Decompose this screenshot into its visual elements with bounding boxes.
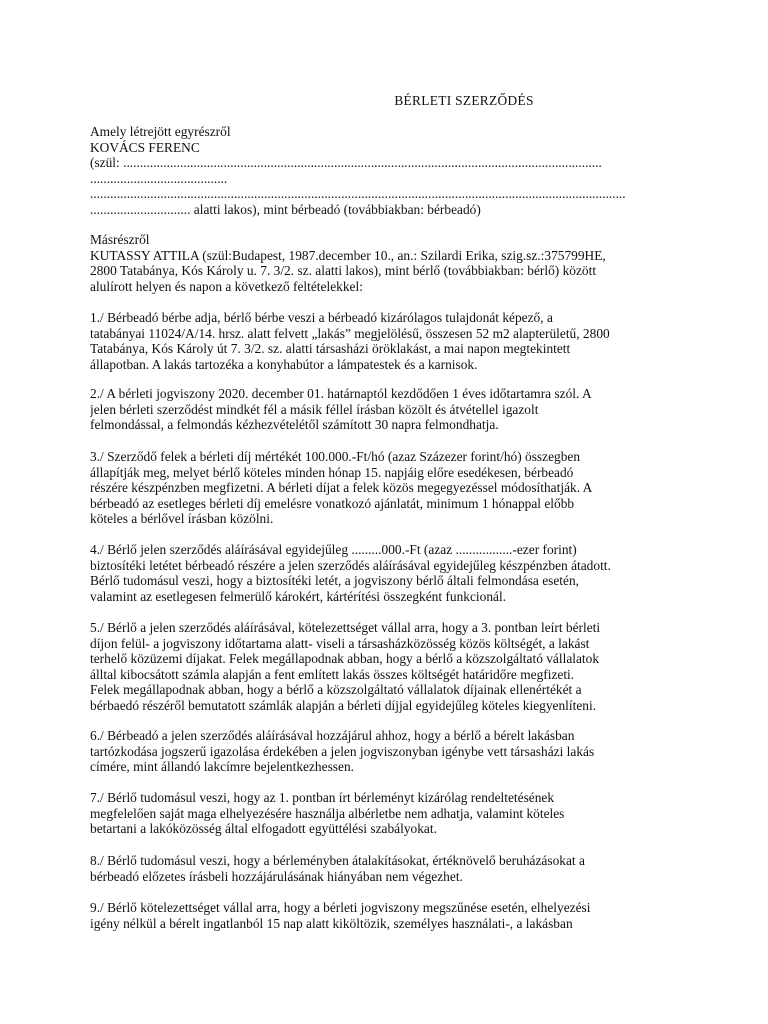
paragraph-line: jelen bérleti szerződést mindkét fél a másik féllel írásban közölt és átvétellel igazolt: [90, 401, 539, 417]
document-title: BÉRLETI SZERZŐDÉS: [394, 93, 534, 108]
paragraph-line: 7./ Bérlő tudomásul veszi, hogy az 1. pontban írt bérleményt kizárólag rendeltetésének: [90, 790, 555, 805]
intro-line: Amely létrejött egyrészről: [90, 124, 231, 139]
section-8: [90, 853, 680, 884]
paragraph-line: címére, mint állandó lakcímre bejelentkezhessen.: [90, 759, 354, 774]
paragraph-line: 4./ Bérlő jelen szerződés aláírásával egyidejűleg .........000.-Ft (azaz .................-ezer forint): [90, 542, 577, 557]
intro-line: .........................................: [90, 170, 228, 186]
paragraph-line: felmondással, a felmondás kézhezvételétől számított 30 napra felmondhatja.: [90, 417, 499, 432]
tenant-line: KUTASSY ATTILA (szül:Budapest, 1987.december 10., an.: Szilardi Erika, szig.sz.:375799HE,: [90, 247, 606, 263]
landlord-name: KOVÁCS FERENC: [90, 139, 200, 155]
paragraph-line: állapítják meg, melyet bérlő köteles minden hónap 15. napjáig előre esedékesen, bérbeadó: [90, 464, 574, 480]
intro-line: .............................. alatti lakos), mint bérbeadó (továbbiakban: bérbeadó): [90, 201, 481, 217]
section-1: [90, 310, 680, 372]
paragraph-line: 6./ Bérbeadó a jelen szerződés aláírásával hozzájárul ahhoz, hogy a bérlő a bérelt lakásban: [90, 728, 575, 743]
paragraph-line: 5./ Bérlő a jelen szerződés aláírásával, kötelezettséget vállal arra, hogy a 3. pontban leírt bérleti: [90, 620, 601, 635]
section-6: [90, 728, 680, 775]
paragraph-line: 3./ Szerződő felek a bérleti díj mértékét 100.000.-Ft/hó (azaz Százezer forint/hó) összegben: [90, 449, 581, 464]
paragraph-line: biztosítéki letétet bérbeadó részére a jelen szerződés aláírásával egyidejűleg készpénzben átadott.: [90, 557, 611, 573]
tenant-line: Másrészről: [90, 232, 150, 247]
section-5: [90, 620, 680, 713]
paragraph-line: bérbeadó előzetes írásbeli hozzájárulásának hiányában nem végezhet.: [90, 868, 463, 884]
paragraph-line: Tatabánya, Kós Károly út 7. 3/2. sz. alatti társasházi öröklakást, a mai napon megtekintett: [90, 341, 571, 356]
section-7: [90, 790, 680, 837]
paragraph-line: díjon felül- a jogviszony időtartama alatt- viseli a társasházközösség közös költségét, a lakást: [90, 635, 590, 651]
section-3: [90, 449, 680, 527]
paragraph-line: bérbeadó az esetleges bérleti díj emelésre vonatkozó ajánlatát, minimum 1 hónappal előbb: [90, 495, 575, 511]
tenant-block: [90, 232, 680, 294]
paragraph-line: állapotban. A lakás tartozéka a konyhabútor a lámpatestek és a karnisok.: [90, 356, 478, 372]
paragraph-line: valamint az esetlegesen felmerülő károkért, kártérítési összegként funkcionál.: [90, 588, 507, 604]
paragraph-line: Bérlő tudomásul veszi, hogy a biztosítéki letét, a jogviszony bérlő általi felmondása esetén,: [90, 573, 580, 588]
paragraph-line: terhelő közüzemi díjakat. Felek megállapodnak abban, hogy a bérlő a közszolgáltató vállalatok: [90, 651, 600, 666]
paragraph-line: Felek megállapodnak abban, hogy a bérlő a közszolgáltató vállalatok díjainak ellenértékét a: [90, 682, 582, 697]
tenant-line: alulírott helyen és napon a következő feltételekkel:: [90, 278, 363, 294]
paragraph-line: részére készpénzben megfizetni. A bérleti díjat a felek közös megegyezéssel módosíthatják. A: [90, 480, 593, 495]
paragraph-line: álltal kibocsátott számla alapján a fent említett lakás összes költségét határidőre megfizeti.: [90, 666, 575, 682]
paragraph-line: betartani a lakóközösség által elfogadott együttélési szabályokat.: [90, 821, 437, 836]
section-4: [90, 542, 680, 604]
paragraph-line: igény nélkül a bérelt ingatlanból 15 nap alatt kiköltözik, személyes használati-, a lakásban: [90, 915, 573, 931]
paragraph-line: 2./ A bérleti jogviszony 2020. december 01. határnaptól kezdődően 1 éves időtartamra szól. A: [90, 386, 592, 401]
intro-line: ................................................................................................................................................................: [90, 186, 626, 201]
paragraph-line: 1./ Bérbeadó bérbe adja, bérlő bérbe veszi a bérbeadó kizárólagos tulajdonát képező, a: [90, 310, 553, 325]
paragraph-line: bérbaedó részéről bemutatott számlák alapján a bérleti díjjal egyidejűleg köteles kiegyenlíteni.: [90, 697, 597, 713]
paragraph-line: köteles a bérlővel írásban közölni.: [90, 511, 274, 526]
paragraph-line: tartózkodása jogszerű igazolása érdekében a jelen jogviszonyban igénybe vett társasházi lakás: [90, 743, 595, 759]
paragraph-line: tatabányai 11024/A/14. hrsz. alatt felvett „lakás” megjelölésű, összesen 52 m2 alapterületű, 2800: [90, 325, 610, 341]
section-2: [90, 386, 680, 433]
tenant-line: 2800 Tatabánya, Kós Károly u. 7. 3/2. sz. alatti lakos), mint bérlő (továbbiakban: bérlő) között: [90, 263, 597, 278]
intro-line: (szül: ...............................................................................................................................................: [90, 155, 602, 170]
paragraph-line: megfelelően saját maga elhelyezésére használja albérletbe nem adhatja, valamint köteles: [90, 805, 565, 821]
section-9: [90, 900, 680, 931]
intro-block: [90, 124, 680, 217]
paragraph-line: 9./ Bérlő kötelezettséget vállal arra, hogy a bérleti jogviszony megszűnése esetén, elhelyezési: [90, 900, 591, 915]
paragraph-line: 8./ Bérlő tudomásul veszi, hogy a bérleményben átalakításokat, értéknövelő beruházásokat a: [90, 853, 585, 868]
